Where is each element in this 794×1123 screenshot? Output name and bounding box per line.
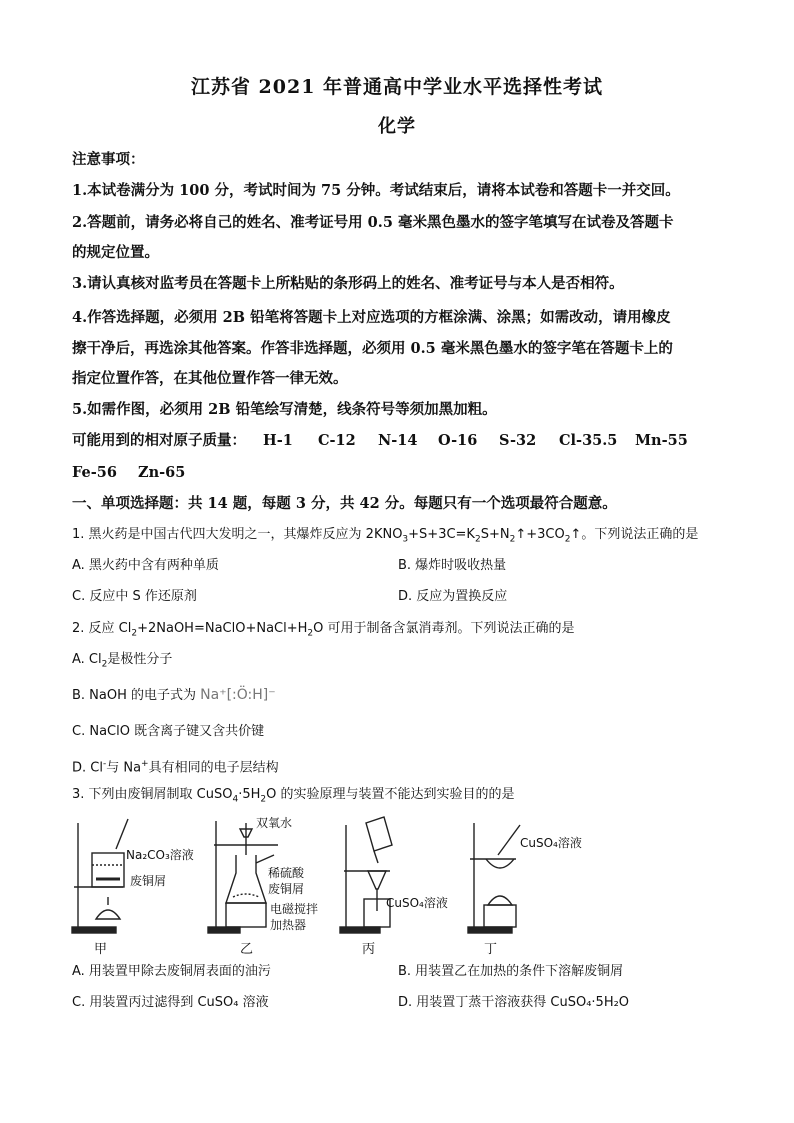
label-na2co3: Na₂CO₃溶液	[126, 848, 194, 862]
label-cuso4-solution: CuSO₄溶液	[520, 836, 582, 850]
atomic-masses-label: 可能用到的相对原子质量：	[72, 432, 246, 449]
question-3-option-a: A. 用装置甲除去废铜屑表面的油污	[72, 964, 271, 979]
atomic-mass: O-16	[438, 432, 478, 449]
question-2-option-d: D. Cl-与 Na+具有相同的电子层结构	[72, 759, 279, 776]
exam-subject: 化学	[378, 116, 416, 137]
question-2-stem: 2. 反应 $Cl_2+2NaOH=NaClO+NaCl+H_2O$ 可用于制备含氯消毒剂。下列说法正确的是	[72, 621, 575, 639]
note-item: 4.作答选择题，必须用 2B 铅笔将答题卡上对应选项的方框涂满、涂黑；如需改动，请用橡皮	[72, 309, 671, 326]
figure-label-jia: 甲	[94, 942, 108, 957]
label-cuso4-filtrate: CuSO₄溶液	[386, 896, 448, 910]
note-item: 2.答题前，请务必将自己的姓名、准考证号用 0.5 毫米黑色墨水的签字笔填写在试卷及答题卡	[72, 214, 674, 231]
figure-label-yi: 乙	[240, 942, 254, 957]
question-1-option-b: B. 爆炸时吸收热量	[398, 558, 507, 573]
section-heading: 一、单项选择题：共 14 题，每题 3 分，共 42 分。每题只有一个选项最符合题意。	[72, 495, 617, 512]
notes-heading: 注意事项：	[72, 151, 145, 168]
atomic-masses-row	[72, 431, 732, 451]
question-2-option-c: C. NaClO 既含离子键又含共价键	[72, 724, 265, 739]
question-1-stem: 1. 黑火药是中国古代四大发明之一，其爆炸反应为 $2KNO_3+S+3C=K_2S+N_2↑+3CO_2↑$。下列说法正确的是	[72, 527, 699, 545]
note-item: 1.本试卷满分为 100 分，考试时间为 75 分钟。考试结束后，请将本试卷和答题卡一并交回。	[72, 182, 680, 199]
question-3-option-d: D. 用装置丁蒸干溶液获得 CuSO₄·5H₂O	[398, 995, 630, 1010]
note-item: 5.如需作图，必须用 2B 铅笔绘写清楚，线条符号等须加黑加粗。	[72, 401, 497, 418]
label-scrap-copper: 废铜屑	[130, 874, 167, 888]
note-item: 指定位置作答，在其他位置作答一律无效。	[72, 370, 348, 387]
question-2-option-b: B. NaOH 的电子式为 Na⁺[:Ö:H]⁻	[72, 687, 276, 703]
electron-formula: Na⁺[:Ö:H]⁻	[200, 687, 276, 703]
label-dilute-h2so4: 稀硫酸	[268, 866, 305, 880]
question-1-option-d: D. 反应为置换反应	[398, 589, 508, 604]
question-1-option-c: C. 反应中 S 作还原剂	[72, 589, 197, 604]
atomic-mass: Cl-35.5	[559, 432, 618, 449]
atomic-mass: S-32	[499, 432, 537, 449]
question-3-stem: 3. 下列由废铜屑制取 $CuSO_4\cdot 5H_2O$ 的实验原理与装置不能达到实验目的的是	[72, 787, 515, 805]
question-2-option-a: A. $Cl_2$是极性分子	[72, 652, 173, 670]
note-item: 擦干净后，再选涂其他答案。作答非选择题，必须用 0.5 毫米黑色墨水的签字笔在答题卡上的	[72, 340, 673, 357]
label-h2o2: 双氧水	[256, 816, 293, 830]
apparatus-drawing	[68, 815, 628, 955]
atomic-mass: Fe-56	[72, 464, 117, 481]
atomic-mass: Mn-55	[635, 432, 688, 449]
label-heater: 加热器	[270, 918, 307, 932]
atomic-mass: H-1	[263, 432, 293, 449]
atomic-mass: Zn-65	[138, 464, 186, 481]
apparatus-figures	[68, 815, 628, 955]
exam-title: 江苏省 2021 年普通高中学业水平选择性考试	[190, 76, 604, 98]
atomic-mass: N-14	[378, 432, 418, 449]
figure-label-ding: 丁	[484, 942, 498, 957]
atomic-mass: C-12	[318, 432, 356, 449]
question-1-option-a: A. 黑火药中含有两种单质	[72, 558, 219, 573]
note-item: 3.请认真核对监考员在答题卡上所粘贴的条形码上的姓名、准考证号与本人是否相符。	[72, 275, 624, 292]
question-3-option-b: B. 用装置乙在加热的条件下溶解废铜屑	[398, 964, 624, 979]
label-magnetic-stirrer: 电磁搅拌	[270, 902, 319, 916]
question-3-option-c: C. 用装置丙过滤得到 CuSO₄ 溶液	[72, 995, 269, 1010]
note-item: 的规定位置。	[72, 244, 159, 261]
atomic-masses-row-2	[72, 463, 732, 483]
figure-label-bing: 丙	[362, 942, 376, 957]
label-scrap-copper-2: 废铜屑	[268, 882, 305, 896]
